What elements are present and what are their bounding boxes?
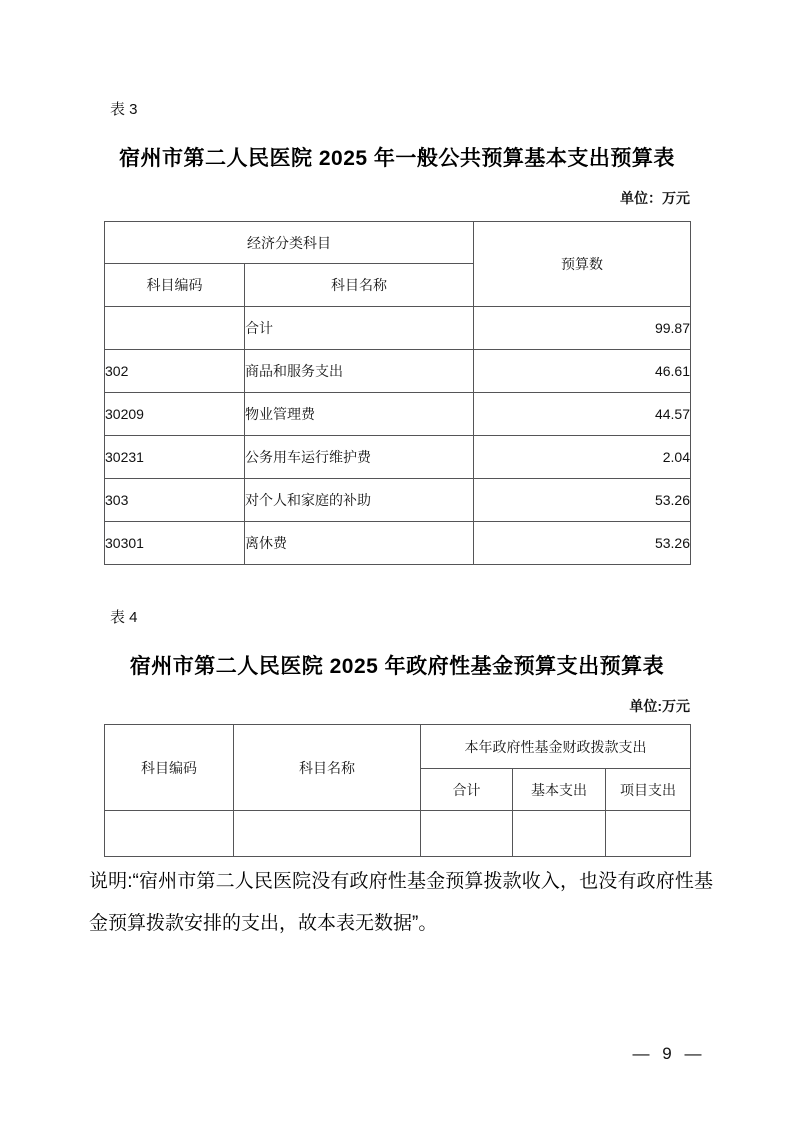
table3-unit-note: 单位：万元 — [620, 190, 690, 206]
table3-header-budget-amount: 预算数 — [474, 222, 691, 307]
table-row — [105, 307, 691, 350]
cell-budget-amount: 44.57 — [474, 393, 691, 436]
table3-title: 宿州市第二人民医院 2025 年一般公共预算基本支出预算表 — [119, 147, 675, 170]
table3-label: 表 3 — [110, 101, 138, 118]
cell-budget-amount: 53.26 — [474, 522, 691, 565]
table4-header-basic-expenditure: 基本支出 — [513, 769, 606, 811]
explanation-note: 说明:“宿州市第二人民医院没有政府性基金预算拨款收入，也没有政府性基金预算拨款安排的支出，故本表无数据”。 — [89, 871, 713, 934]
cell-basic-expenditure — [513, 811, 606, 857]
cell-subject-name: 公务用车运行维护费 — [245, 436, 474, 479]
table-row — [105, 350, 691, 393]
cell-subject-name: 合计 — [245, 307, 474, 350]
cell-subject-name: 对个人和家庭的补助 — [245, 479, 474, 522]
table3-header-subject-name: 科目名称 — [245, 264, 474, 307]
table3-general-public-budget — [104, 221, 691, 565]
table4-header-subject-name: 科目名称 — [234, 725, 421, 811]
table4-label: 表 4 — [110, 609, 138, 626]
table4-header-row-1 — [105, 725, 691, 769]
cell-subject-code: 30231 — [105, 436, 245, 479]
table4-government-fund-budget — [104, 724, 691, 857]
table-row — [105, 522, 691, 565]
table4-header-project-expenditure: 项目支出 — [606, 769, 691, 811]
cell-budget-amount: 2.04 — [474, 436, 691, 479]
cell-budget-amount: 99.87 — [474, 307, 691, 350]
cell-subject-name — [234, 811, 421, 857]
cell-subject-code — [105, 811, 234, 857]
cell-subject-name: 物业管理费 — [245, 393, 474, 436]
table4-header-total: 合计 — [421, 769, 513, 811]
table3-header-row-1 — [105, 222, 691, 264]
cell-subject-name: 离休费 — [245, 522, 474, 565]
page-number: — 9 — — [632, 1044, 702, 1063]
table-row — [105, 811, 691, 857]
table4-header-subject-code: 科目编码 — [105, 725, 234, 811]
table-row — [105, 479, 691, 522]
cell-subject-code: 303 — [105, 479, 245, 522]
cell-budget-amount: 46.61 — [474, 350, 691, 393]
table4-title: 宿州市第二人民医院 2025 年政府性基金预算支出预算表 — [129, 655, 665, 678]
table4-unit-note: 单位:万元 — [629, 698, 690, 714]
cell-subject-code — [105, 307, 245, 350]
cell-subject-code: 30209 — [105, 393, 245, 436]
table3-header-economic-classification: 经济分类科目 — [105, 222, 474, 264]
cell-budget-amount: 53.26 — [474, 479, 691, 522]
cell-project-expenditure — [606, 811, 691, 857]
table-row — [105, 436, 691, 479]
cell-subject-code: 30301 — [105, 522, 245, 565]
table4-header-fund-appropriation-group: 本年政府性基金财政拨款支出 — [421, 725, 691, 769]
table3-header-subject-code: 科目编码 — [105, 264, 245, 307]
table-row — [105, 393, 691, 436]
cell-subject-name: 商品和服务支出 — [245, 350, 474, 393]
cell-subject-code: 302 — [105, 350, 245, 393]
cell-total — [421, 811, 513, 857]
